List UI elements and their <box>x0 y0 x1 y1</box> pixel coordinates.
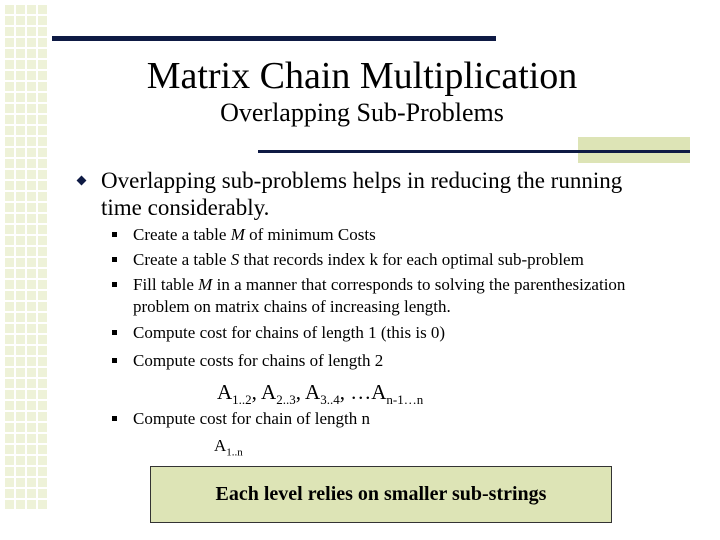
grid-cell <box>4 279 15 290</box>
grid-cell <box>15 37 26 48</box>
grid-cell <box>15 26 26 37</box>
grid-cell <box>4 411 15 422</box>
grid-cell <box>15 257 26 268</box>
grid-cell <box>26 411 37 422</box>
grid-cell <box>26 334 37 345</box>
grid-cell <box>15 48 26 59</box>
grid-cell <box>4 257 15 268</box>
grid-cell <box>26 224 37 235</box>
grid-cell <box>4 81 15 92</box>
grid-cell <box>37 400 48 411</box>
grid-cell <box>15 312 26 323</box>
grid-cell <box>26 37 37 48</box>
grid-cell <box>37 455 48 466</box>
grid-cell <box>37 433 48 444</box>
grid-cell <box>37 301 48 312</box>
grid-cell <box>26 26 37 37</box>
main-bullet-text: Overlapping sub-problems helps in reducing the running time considerably. <box>101 168 623 220</box>
grid-cell <box>15 4 26 15</box>
grid-cell <box>15 477 26 488</box>
grid-cell <box>37 466 48 477</box>
grid-cell <box>4 202 15 213</box>
grid-cell <box>4 235 15 246</box>
callout-box <box>150 466 612 523</box>
grid-cell <box>4 367 15 378</box>
grid-cell <box>26 499 37 510</box>
square-bullet-icon <box>112 232 117 237</box>
item-text: Compute costs for chains of length 2 <box>133 351 384 370</box>
grid-cell <box>37 367 48 378</box>
item-var: M <box>230 225 245 244</box>
grid-cell <box>15 81 26 92</box>
matrix-a1n <box>214 436 243 458</box>
grid-cell <box>26 433 37 444</box>
diamond-bullet-icon <box>77 176 87 186</box>
seq-a: A <box>305 380 321 404</box>
grid-cell <box>4 147 15 158</box>
grid-cell <box>15 213 26 224</box>
grid-cell <box>37 224 48 235</box>
grid-cell <box>4 466 15 477</box>
decorative-bar-top <box>52 36 496 41</box>
grid-cell <box>4 499 15 510</box>
grid-cell <box>15 59 26 70</box>
grid-cell <box>15 378 26 389</box>
callout-text: Each level relies on smaller sub-strings <box>215 483 547 505</box>
grid-cell <box>37 268 48 279</box>
grid-cell <box>15 455 26 466</box>
grid-cell <box>15 202 26 213</box>
square-bullet-icon <box>112 330 117 335</box>
grid-cell <box>26 114 37 125</box>
grid-cell <box>4 356 15 367</box>
grid-cell <box>26 136 37 147</box>
item-text: that records index k for each optimal sub-problem <box>239 250 584 269</box>
grid-cell <box>26 147 37 158</box>
grid-cell <box>15 323 26 334</box>
grid-cell <box>15 367 26 378</box>
grid-cell <box>26 4 37 15</box>
grid-cell <box>37 345 48 356</box>
square-bullet-icon <box>112 282 117 287</box>
item-text: Fill table <box>133 275 199 294</box>
a1n-sub: 1..n <box>226 446 243 459</box>
grid-cell <box>26 59 37 70</box>
grid-cell <box>4 48 15 59</box>
grid-cell <box>26 378 37 389</box>
grid-cell <box>26 466 37 477</box>
grid-cell <box>4 378 15 389</box>
seq-ellipsis: …A <box>350 380 387 404</box>
grid-cell <box>26 48 37 59</box>
grid-cell <box>26 158 37 169</box>
grid-cell <box>26 70 37 81</box>
grid-cell <box>15 15 26 26</box>
grid-cell <box>37 389 48 400</box>
grid-cell <box>37 213 48 224</box>
item-text: Compute cost for chains of length 1 (this is 0) <box>133 323 446 342</box>
grid-cell <box>37 15 48 26</box>
grid-cell <box>4 389 15 400</box>
grid-cell <box>26 169 37 180</box>
grid-cell <box>4 323 15 334</box>
grid-cell <box>15 488 26 499</box>
grid-cell <box>15 356 26 367</box>
grid-cell <box>4 59 15 70</box>
grid-cell <box>37 37 48 48</box>
grid-cell <box>26 356 37 367</box>
grid-cell <box>37 202 48 213</box>
grid-cell <box>26 400 37 411</box>
grid-cell <box>15 279 26 290</box>
grid-cell <box>15 224 26 235</box>
grid-cell <box>4 92 15 103</box>
grid-cell <box>37 477 48 488</box>
grid-cell <box>37 488 48 499</box>
grid-cell <box>26 180 37 191</box>
grid-cell <box>26 202 37 213</box>
item-text: Create a table <box>133 225 231 244</box>
grid-cell <box>15 92 26 103</box>
grid-cell <box>15 103 26 114</box>
seq-sub: 3..4 <box>320 392 340 408</box>
grid-cell <box>26 246 37 257</box>
grid-cell <box>4 400 15 411</box>
grid-cell <box>15 444 26 455</box>
grid-cell <box>37 312 48 323</box>
grid-cell <box>15 191 26 202</box>
grid-cell <box>37 499 48 510</box>
grid-cell <box>15 235 26 246</box>
grid-cell <box>15 345 26 356</box>
grid-cell <box>37 411 48 422</box>
grid-cell <box>26 191 37 202</box>
grid-cell <box>15 158 26 169</box>
grid-cell <box>15 466 26 477</box>
grid-cell <box>4 455 15 466</box>
square-bullet-icon <box>112 358 117 363</box>
grid-cell <box>37 147 48 158</box>
grid-cell <box>15 147 26 158</box>
grid-cell <box>4 290 15 301</box>
matrix-sequence <box>217 380 423 408</box>
grid-cell <box>4 158 15 169</box>
grid-cell <box>26 81 37 92</box>
grid-cell <box>4 4 15 15</box>
grid-cell <box>4 213 15 224</box>
item-text: Create a table <box>133 250 231 269</box>
grid-cell <box>37 257 48 268</box>
grid-cell <box>37 334 48 345</box>
grid-cell <box>15 389 26 400</box>
grid-cell <box>37 235 48 246</box>
grid-cell <box>37 191 48 202</box>
grid-cell <box>4 422 15 433</box>
seq-a: A <box>217 380 233 404</box>
grid-cell <box>4 444 15 455</box>
grid-cell <box>26 422 37 433</box>
grid-cell <box>26 455 37 466</box>
grid-cell <box>15 268 26 279</box>
grid-cell <box>37 169 48 180</box>
grid-cell <box>4 345 15 356</box>
grid-cell <box>15 169 26 180</box>
grid-cell <box>26 279 37 290</box>
grid-cell <box>26 92 37 103</box>
grid-cell <box>15 136 26 147</box>
item-var: M <box>198 275 213 294</box>
grid-cell <box>26 312 37 323</box>
item-text: Compute cost for chain of length n <box>133 409 371 428</box>
grid-cell <box>15 70 26 81</box>
slide-subtitle: Overlapping Sub-Problems <box>220 98 504 127</box>
grid-cell <box>26 15 37 26</box>
grid-cell <box>4 103 15 114</box>
grid-cell <box>15 246 26 257</box>
grid-cell <box>4 246 15 257</box>
grid-cell <box>26 290 37 301</box>
decorative-bar-divider <box>258 150 690 153</box>
grid-cell <box>4 488 15 499</box>
grid-cell <box>26 323 37 334</box>
grid-cell <box>15 290 26 301</box>
grid-cell <box>4 136 15 147</box>
seq-sep: , <box>295 380 306 404</box>
grid-cell <box>4 334 15 345</box>
grid-cell <box>15 334 26 345</box>
grid-cell <box>26 389 37 400</box>
grid-cell <box>37 378 48 389</box>
grid-cell <box>15 422 26 433</box>
grid-cell <box>4 180 15 191</box>
a1n-a: A <box>214 436 227 455</box>
grid-cell <box>15 114 26 125</box>
grid-cell <box>15 301 26 312</box>
seq-sep: , <box>339 380 351 404</box>
grid-cell <box>4 312 15 323</box>
square-bullet-icon <box>112 416 117 421</box>
grid-cell <box>4 477 15 488</box>
grid-cell <box>26 268 37 279</box>
grid-cell <box>15 400 26 411</box>
grid-cell <box>37 290 48 301</box>
grid-cell <box>37 444 48 455</box>
grid-cell <box>37 136 48 147</box>
grid-cell <box>26 125 37 136</box>
grid-cell <box>37 246 48 257</box>
grid-cell <box>4 268 15 279</box>
grid-cell <box>37 158 48 169</box>
seq-a: A <box>261 380 277 404</box>
grid-cell <box>26 301 37 312</box>
seq-sub: n-1…n <box>386 392 424 408</box>
grid-cell <box>26 213 37 224</box>
seq-sub: 1..2 <box>232 392 252 408</box>
grid-cell <box>37 180 48 191</box>
grid-cell <box>4 169 15 180</box>
grid-cell <box>4 15 15 26</box>
grid-cell <box>26 477 37 488</box>
grid-cell <box>26 235 37 246</box>
grid-cell <box>37 26 48 37</box>
grid-cell <box>37 323 48 334</box>
seq-sep: , <box>251 380 262 404</box>
grid-cell <box>4 114 15 125</box>
grid-cell <box>26 444 37 455</box>
grid-cell <box>15 411 26 422</box>
grid-cell <box>37 279 48 290</box>
grid-cell <box>4 37 15 48</box>
grid-cell <box>4 26 15 37</box>
grid-cell <box>37 4 48 15</box>
grid-cell <box>37 422 48 433</box>
grid-cell <box>26 103 37 114</box>
seq-sub: 2..3 <box>276 392 296 408</box>
grid-cell <box>4 433 15 444</box>
grid-cell <box>15 499 26 510</box>
grid-cell <box>4 224 15 235</box>
grid-cell <box>26 488 37 499</box>
square-bullet-icon <box>112 257 117 262</box>
slide-title: Matrix Chain Multiplication <box>146 55 578 97</box>
grid-cell <box>26 367 37 378</box>
grid-cell <box>4 125 15 136</box>
grid-cell <box>15 180 26 191</box>
grid-cell <box>26 345 37 356</box>
grid-cell <box>4 70 15 81</box>
grid-cell <box>15 433 26 444</box>
item-text: of minimum Costs <box>244 225 376 244</box>
grid-cell <box>37 356 48 367</box>
item-text: in a manner that corresponds to solving the parenthesization problem on matrix chains of increasing length. <box>133 275 626 316</box>
grid-cell <box>4 191 15 202</box>
grid-cell <box>26 257 37 268</box>
grid-cell <box>4 301 15 312</box>
grid-cell <box>15 125 26 136</box>
item-var: S <box>230 250 240 269</box>
